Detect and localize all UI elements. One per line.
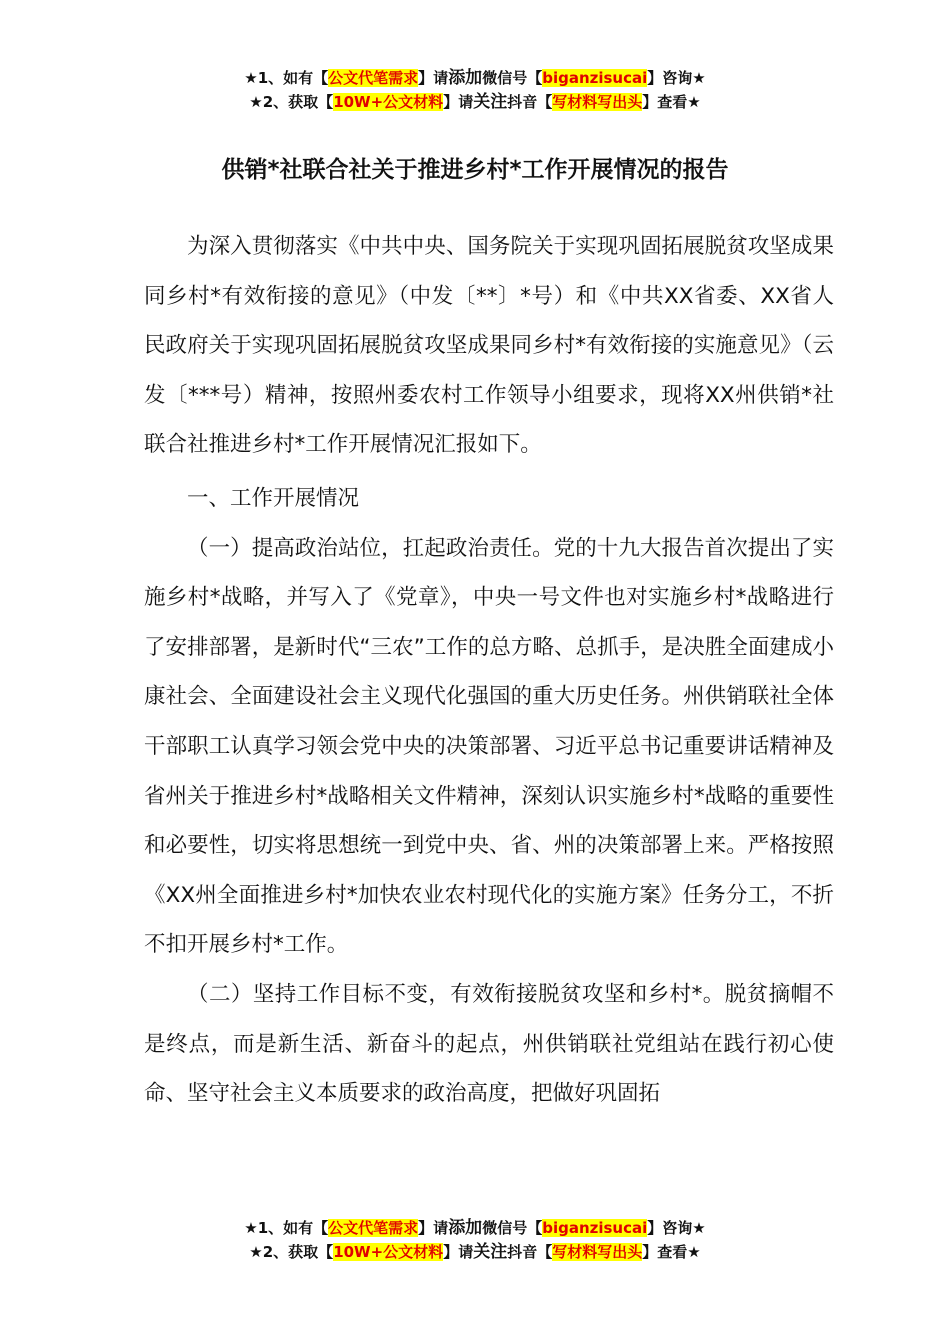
paragraph-section-2: （二）坚持工作目标不变，有效衔接脱贫攻坚和乡村*。脱贫摘帽不是终点，而是新生活、新奋斗的起点，州供销联社党组站在践行初心使命、坚守社会主义本质要求的政治高度，把做好巩固拓 xyxy=(144,981,834,1107)
banner-text: 】查看★ xyxy=(642,1243,701,1261)
banner-text: 微信号【 xyxy=(482,69,543,87)
banner-line-2 xyxy=(0,90,950,114)
banner-highlight: biganzisucai xyxy=(542,1219,648,1237)
banner-text: 】请 xyxy=(418,69,449,87)
document-title: 供销*社联合社关于推进乡村*工作开展情况的报告 xyxy=(221,157,729,183)
banner-highlight: 10W+公文材料 xyxy=(333,1243,444,1261)
banner-text: 】请 xyxy=(443,1243,474,1261)
banner-text: 】咨询★ xyxy=(647,69,706,87)
footer-banner xyxy=(0,1216,950,1264)
banner-highlight: 写材料写出头 xyxy=(552,93,643,111)
document-body xyxy=(144,222,834,1119)
banner-text: 微信号【 xyxy=(482,1219,543,1237)
banner-highlight: biganzisucai xyxy=(542,69,648,87)
section-heading: 一、工作开展情况 xyxy=(187,485,360,511)
banner-emphasis: 关注 xyxy=(473,92,508,112)
banner-text: 】查看★ xyxy=(642,93,701,111)
banner-emphasis: 添加 xyxy=(448,1218,483,1238)
banner-line-1 xyxy=(0,66,950,90)
banner-line-1 xyxy=(0,1216,950,1240)
banner-highlight: 公文代笔需求 xyxy=(328,1219,419,1237)
banner-text: ★2、获取【 xyxy=(249,1243,334,1261)
banner-text: 】请 xyxy=(443,93,474,111)
banner-text: 抖音【 xyxy=(507,93,553,111)
paragraph-section-1: （一）提高政治站位，扛起政治责任。党的十九大报告首次提出了实施乡村*战略，并写入了《党章》，中央一号文件也对实施乡村*战略进行了安排部署，是新时代“三农”工作的总方略、总抓手，是决胜全面建成小康社会、全面建设社会主义现代化强国的重大历史任务。州供销联社全体干部职工认真学习领会党中央的决策部署、习近平总书记重要讲话精神及省州关于推进乡村*战略相关文件精神，深刻认识实施乡村*战略的重要性和必要性，切实将思想统一到党中央、省、州的决策部署上来。严格按照《XX州全面推进乡村*加快农业农村现代化的实施方案》任务分工，不折不扣开展乡村*工作。 xyxy=(144,535,834,958)
banner-highlight: 公文代笔需求 xyxy=(328,69,419,87)
paragraph-intro: 为深入贯彻落实《中共中央、国务院关于实现巩固拓展脱贫攻坚成果同乡村*有效衔接的意见》（中发〔**〕*号）和《中共XX省委、XX省人民政府关于实现巩固拓展脱贫攻坚成果同乡村*有效衔接的实施意见》（云发〔***号）精神，按照州委农村工作领导小组要求，现将XX州供销*社联合社推进乡村*工作开展情况汇报如下。 xyxy=(144,234,834,458)
banner-text: 抖音【 xyxy=(507,1243,553,1261)
banner-highlight: 写材料写出头 xyxy=(552,1243,643,1261)
banner-emphasis: 关注 xyxy=(473,1242,508,1262)
banner-text: 】咨询★ xyxy=(647,1219,706,1237)
banner-text: ★1、如有【 xyxy=(244,69,329,87)
banner-text: 】请 xyxy=(418,1219,449,1237)
banner-emphasis: 添加 xyxy=(448,68,483,88)
header-banner xyxy=(0,66,950,114)
banner-text: ★1、如有【 xyxy=(244,1219,329,1237)
banner-highlight: 10W+公文材料 xyxy=(333,93,444,111)
banner-text: ★2、获取【 xyxy=(249,93,334,111)
banner-line-2 xyxy=(0,1240,950,1264)
